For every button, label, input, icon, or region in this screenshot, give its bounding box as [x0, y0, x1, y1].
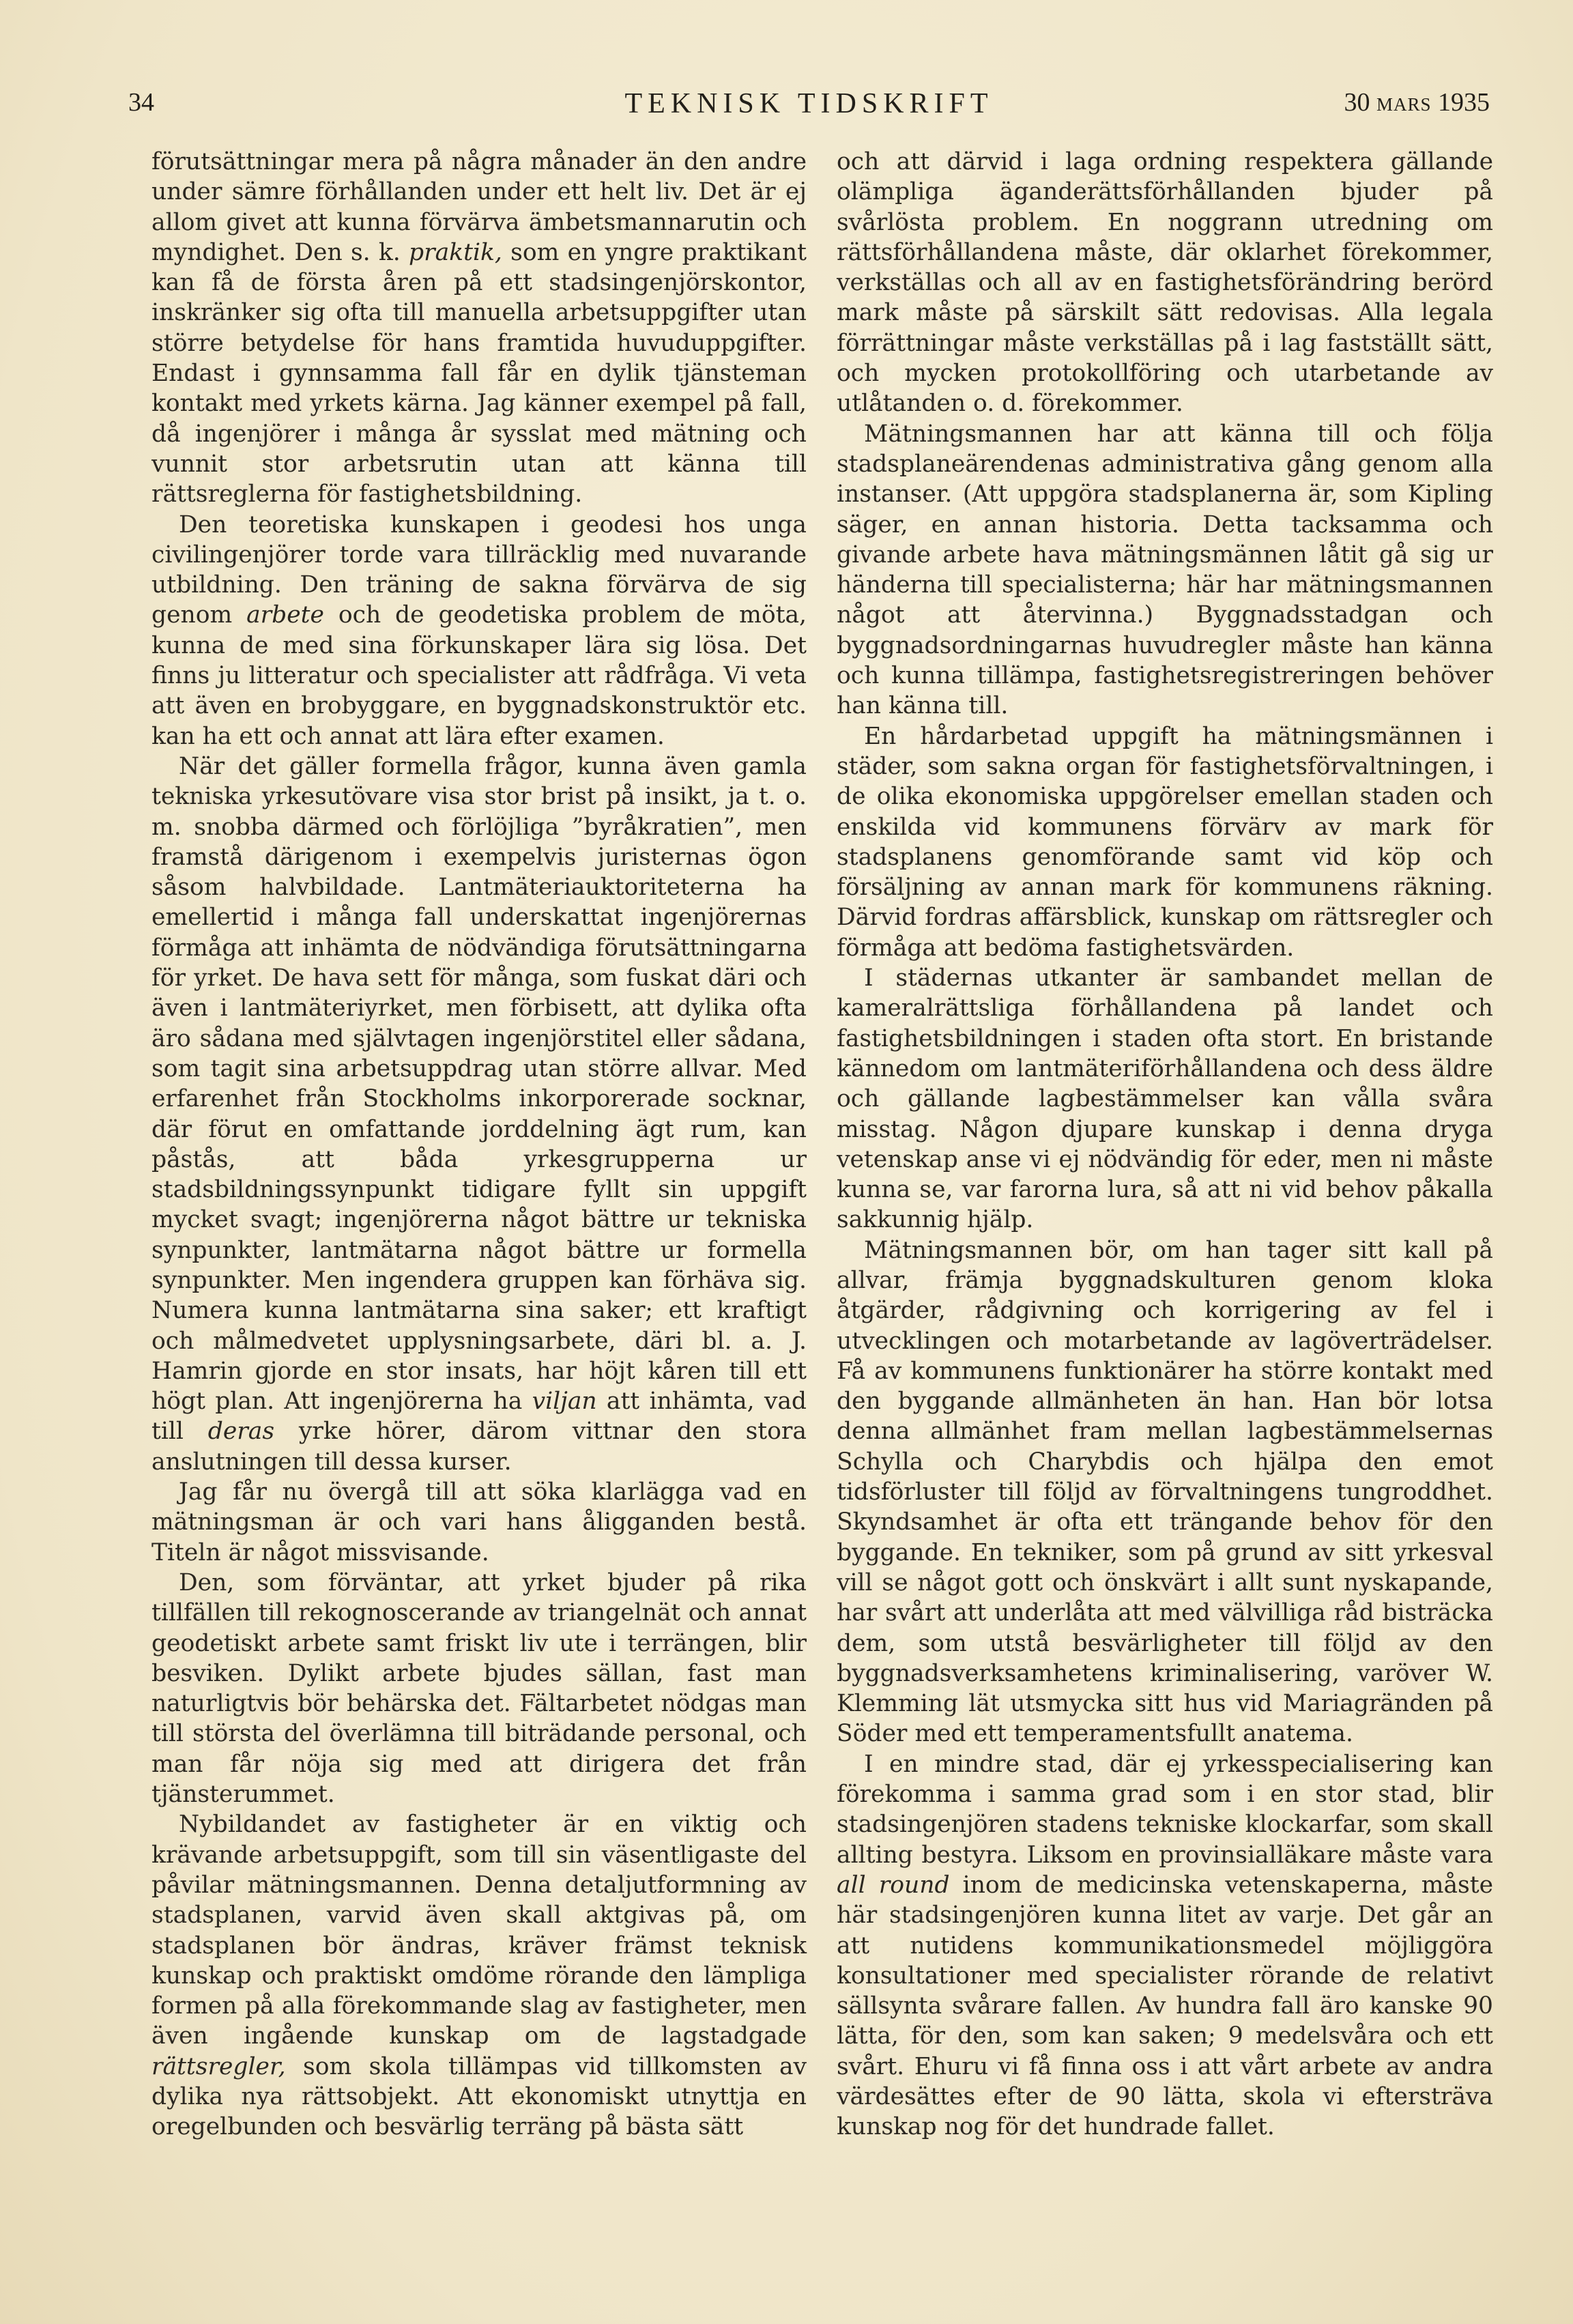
paragraph: och att därvid i laga ordning respektera gällande olämpliga äganderättsförhållanden bjuder på svårlösta problem. En noggrann utredning om rättsförhållandena måste, där oklarhet förekommer, verkställas och all av en fastighetsförändring berörd mark måste på särskilt sätt redovisas. Alla legala förrättningar måste verkställas på i lag fastställt sätt, och mycken protokollföring och utarbetande av utlåtanden o. d. förekommer.	[837, 148, 1493, 418]
emphasis: praktik,	[409, 238, 502, 266]
paragraph: Den, som förväntar, att yrket bjuder på rika tillfällen till rekognoscerande av triangelnät och annat geodetiskt arbete samt friskt liv ute i terrängen, blir besviken. Dylikt arbete bjudes sällan, fast man naturligtvis bör behärska det. Fältarbetet nödgas man till största del överlämna till biträdande personal, och man får nöja sig med att dirigera det från tjänsterummet.	[151, 1568, 807, 1809]
issue-date	[1344, 87, 1490, 117]
paragraph: Nybildandet av fastigheter är en viktig och krävande arbetsuppgift, som till sin väsentligaste del påvilar mätningsmannen. Denna detaljutformning av stadsplanen, varvid även skall aktgivas på, om stadsplanen bör ändras, kräver främst teknisk kunskap och praktiskt omdöme rörande den lämpliga formen på alla förekommande slag av fastigheter, men även ingående kunskap om de lagstadgade rättsregler, som skola tillämpas vid tillkomsten av dylika nya rättsobjekt. Att ekonomiskt utnyttja en oregelbunden och besvärlig terräng på bästa sätt	[151, 1811, 807, 2141]
issue-month: mars	[1376, 88, 1432, 117]
emphasis: viljan	[532, 1388, 597, 1416]
page-number: 34	[128, 88, 154, 117]
paragraph: En hårdarbetad uppgift ha mätningsmännen i städer, som sakna organ för fastighetsförvaltningen, i de olika ekonomiska uppgörelser emellan staden och enskilda vid kommunens förvärv av mark för stadsplanens genomförande samt vid köp och försäljning av annan mark för kommunens räkning. Därvid fordras affärsblick, kunskap om rättsregler och förmåga att bedöma fastighetsvärden.	[837, 722, 1493, 962]
paragraph: I städernas utkanter är sambandet mellan de kameralrättsliga förhållandena på landet och fastighetsbildningen i staden ofta stort. En bristande kännedom om lantmäteriförhållandena och dess äldre och gällande lagbestämmelser kan vålla svåra misstag. Någon djupare kunskap i denna dryga vetenskap anse vi ej nödvändig för eder, men ni måste kunna se, var farorna lura, så att ni vid behov påkalla sakkunnig hjälp.	[837, 964, 1493, 1234]
issue-year: 1935	[1438, 88, 1490, 117]
paragraph: Mätningsmannen bör, om han tager sitt kall på allvar, främja byggnadskulturen genom kloka åtgärder, rådgivning och korrigering av fel i utvecklingen och motarbetande av lagöverträdelser. Få av kommunens funktionärer ha större kontakt med den byggande allmänheten än han. Han bör lotsa denna allmänhet fram mellan lagbestämmelsernas Schylla och Charybdis och hjälpa den emot tidsförluster till följd av förvaltningens tungroddhet. Skyndsamhet är ofta ett trängande behov för den byggande. En tekniker, som på grund av sitt yrkesval vill se något gott och önskvärt i allt sunt nyskapande, har svårt att underlåta att med välvilliga råd bisträcka dem, som utstå besvärligheter till följd av den byggnadsverksamhetens kriminalisering, varöver W. Klemming lät utsmycka sitt hus vid Mariagränden på Söder med ett temperamentsfullt anatema.	[837, 1236, 1493, 1748]
paragraph: förutsättningar mera på några månader än den andre under sämre förhållanden under ett helt liv. Det är ej allom givet att kunna förvärva ämbetsmannarutin och myndighet. Den s. k. praktik, som en yngre praktikant kan få de första åren på ett stadsingenjörskontor, inskränker sig ofta till manuella arbetsuppgifter utan större betydelse för hans framtida huvuduppgifter. Endast i gynnsamma fall får en dylik tjänsteman kontakt med yrkets kärna. Jag känner exempel på fall, då ingenjörer i många år sysslat med mätning och vunnit stor arbetsrutin utan att känna till rättsreglerna för fastighetsbildning.	[151, 148, 807, 508]
journal-title: TEKNISK TIDSKRIFT	[624, 88, 994, 119]
right-column	[837, 147, 1493, 2142]
emphasis: all round	[837, 1871, 950, 1899]
page-header	[128, 87, 1490, 128]
emphasis: rättsregler,	[151, 2052, 286, 2080]
paragraph: Mätningsmannen har att känna till och följa stadsplaneärendenas administrativa gång genom alla instanser. (Att uppgöra stadsplanerna är, som Kipling säger, en annan historia. Detta tacksamma och givande arbete hava mätningsmännen låtit gå sig ur händerna till specialisterna; här har mätningsmannen något att återvinna.) Byggnadsstadgan och byggnadsordningarnas huvudregler måste han känna och kunna tillämpa, fastighetsregistreringen behöver han känna till.	[837, 420, 1493, 720]
paragraph: Jag får nu övergå till att söka klarlägga vad en mätningsman är och vari hans åligganden bestå. Titeln är något missvisande.	[151, 1478, 807, 1566]
paragraph: När det gäller formella frågor, kunna även gamla tekniska yrkesutövare visa stor brist på insikt, ja t. o. m. snobba därmed och förlöjliga ”byråkratien”, men framstå därigenom i exempelvis juristernas ögon såsom halvbildade. Lantmäteriauktoriteterna ha emellertid i många fall underskattat ingenjörernas förmåga att inhämta de nödvändiga förutsättningarna för yrket. De hava sett för många, som fuskat däri och även i lantmäteriyrket, men förbisett, att dylika ofta äro sådana med självtagen ingenjörstitel eller sådana, som tagit sina arbetsuppdrag utan större allvar. Med erfarenhet från Stockholms inkorporerade socknar, där förut en omfattande jorddelning ägt rum, kan påstås, att båda yrkesgrupperna ur stadsbildningssynpunkt tidigare fyllt sin uppgift mycket svagt; ingenjörerna något bättre ur tekniska synpunkter, lantmätarna något bättre ur formella synpunkter. Men ingendera gruppen kan förhäva sig. Numera kunna lantmätarna sina saker; ett kraftigt och målmedvetet upplysningsarbete, däri bl. a. J. Hamrin gjorde en stor insats, har höjt kåren till ett högt plan. Att ingenjörerna ha viljan att inhämta, vad till deras yrke hörer, därom vittnar den stora anslutningen till dessa kurser.	[151, 752, 807, 1476]
emphasis: arbete	[246, 601, 324, 629]
paragraph: I en mindre stad, där ej yrkesspecialisering kan förekomma i samma grad som i en stor stad, blir stadsingenjören stadens tekniske klockarfar, som skall allting bestyra. Liksom en provinsialläkare måste vara all round inom de medicinska vetenskaperna, måste här stadsingenjören kunna litet av varje. Det går an att nutidens kommunikationsmedel möjliggöra konsultationer med specialister rörande de relativt sällsynta svårare fallen. Av hundra fall äro kanske 90 lätta, för den, som kan saken; 9 medelsvåra och ett svårt. Ehuru vi få finna oss i att vårt arbete av andra värdesättes efter de 90 lätta, skola vi eftersträva kunskap nog för det hundrade fallet.	[837, 1750, 1493, 2141]
emphasis: deras	[207, 1418, 275, 1446]
left-column	[151, 147, 807, 2142]
issue-day: 30	[1344, 88, 1370, 117]
paragraph: Den teoretiska kunskapen i geodesi hos unga civilingenjörer torde vara tillräcklig med nuvarande utbildning. Den träning de sakna förvärva de sig genom arbete och de geodetiska problem de möta, kunna de med sina förkunskaper lära sig lösa. Det finns ju litteratur och specialister att rådfråga. Vi veta att även en brobyggare, en byggnadskonstruktör etc. kan ha ett och annat att lära efter examen.	[151, 511, 807, 750]
